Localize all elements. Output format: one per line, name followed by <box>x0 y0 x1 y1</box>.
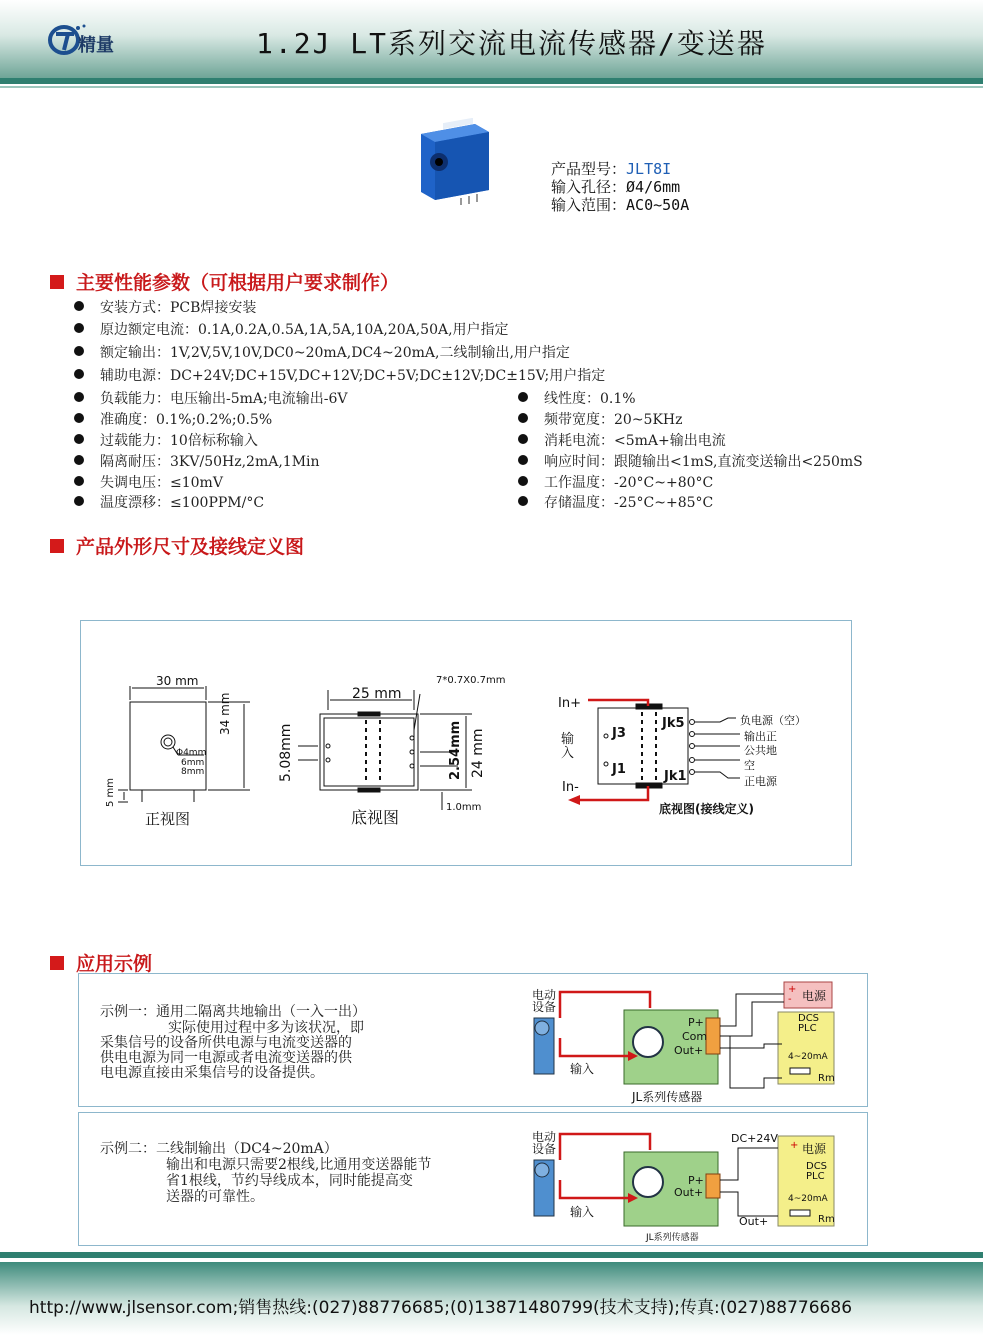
header-divider <box>0 78 983 84</box>
minus-sign: - <box>788 994 792 1005</box>
example-2-line: 输出和电源只需要2根线,比通用变送器能节 <box>166 1157 432 1173</box>
spec-hole: 输入孔径：Ø4/6mm <box>551 178 681 196</box>
param-item: 失调电压：≤10mV <box>74 472 223 492</box>
front-pin-label: 5 mm <box>105 777 116 807</box>
front-width-label: 30 mm <box>156 674 199 688</box>
product-photo <box>415 118 493 206</box>
example-1-line: 电电源直接由采集信号的设备提供。 <box>100 1065 324 1081</box>
jk1-label: Jk1 <box>664 769 687 784</box>
device-label: 电动 <box>532 988 557 1002</box>
example-2-line: 省1根线，节约导线成本，同时能提高变 <box>166 1173 413 1189</box>
plc-label: DCS <box>798 1013 820 1024</box>
device-label: 设备 <box>532 1142 557 1156</box>
footer-divider <box>0 1252 983 1258</box>
in-plus-label: In+ <box>558 696 581 711</box>
param-item: 安装方式：PCB焊接安装 <box>74 297 256 317</box>
jk5-label: Jk5 <box>662 716 685 731</box>
pin-def: 空 <box>744 759 755 772</box>
input-label: 输入 <box>570 1062 595 1076</box>
param-item: 原边额定电流：0.1A,0.2A,0.5A,1A,5A,10A,20A,50A,用户指定 <box>74 319 509 339</box>
example-2-wiring <box>520 1120 840 1242</box>
param-item: 额定输出：1V,2V,5V,10V,DC0~20mA,DC4~20mA,二线制输出,用户指定 <box>74 342 570 362</box>
model-value: JLT8I <box>626 160 672 178</box>
example-1-line: 示例一：通用二隔离共地输出（一入一出） <box>100 1004 366 1020</box>
plc-label: DCS <box>806 1161 828 1172</box>
section-heading-application: 应用示例 <box>50 949 152 976</box>
bottom-width-label: 25 mm <box>352 686 402 702</box>
rm-label: Rm <box>818 1073 835 1084</box>
param-item: 负载能力：电压输出-5mA;电流输出-6V <box>74 388 348 408</box>
hole-value: Ø4/6mm <box>626 178 681 196</box>
terminal-label: Out+ <box>674 1186 704 1199</box>
plc-label: PLC <box>798 1023 817 1034</box>
sensor-label: JL系列传感器 <box>646 1233 699 1243</box>
pin-size-label: 7*0.7X0.7mm <box>436 675 506 686</box>
logo-text: 精量 <box>78 35 114 56</box>
bottom-view-caption: 底视图 <box>351 808 400 827</box>
device-label: 设备 <box>532 1000 557 1014</box>
hole-label-3: 8mm <box>181 767 205 777</box>
param-item: 准确度：0.1%;0.2%;0.5% <box>74 409 272 429</box>
dimension-drawing <box>80 620 850 864</box>
dc-label: DC+24V <box>731 1132 778 1145</box>
example-1-line: 供电电源为同一电源或者电流变送器的供 <box>100 1050 352 1066</box>
param-item: 频带宽度：20~5KHz <box>518 409 683 429</box>
pin-def: 负电源（空） <box>740 714 806 727</box>
hole-label-1: Φ4mm <box>176 748 207 758</box>
terminal-label: P+ <box>688 1016 704 1029</box>
j1-label: J1 <box>612 762 626 777</box>
param-item: 辅助电源：DC+24V;DC+15V,DC+12V;DC+5V;DC±12V;DC±15V;用户指定 <box>74 365 605 385</box>
page-title: 1.2J LT系列交流电流传感器/变送器 <box>256 27 767 60</box>
front-height-label: 34 mm <box>218 692 232 735</box>
plc-label: PLC <box>806 1171 825 1182</box>
param-item: 响应时间：跟随输出<1mS,直流变送输出<250mS <box>518 451 863 471</box>
param-item: 温度漂移：≤100PPM/°C <box>74 492 264 512</box>
spacing-label: 5.08mm <box>278 723 294 782</box>
sensor-label: JL系列传感器 <box>632 1090 703 1104</box>
param-item: 线性度：0.1% <box>518 388 636 408</box>
footer-contact: http://www.jlsensor.com;销售热线:(027)88776685;(0)13871480799(技术支持);传真:(027)88776686 <box>29 1298 853 1318</box>
bottom-view <box>298 690 472 810</box>
pin-length-label: 1.0mm <box>446 802 482 813</box>
input-label: 输入 <box>561 732 575 761</box>
example-1-wiring <box>520 978 840 1100</box>
param-item: 消耗电流：<5mA+输出电流 <box>518 430 726 450</box>
range-value: AC0~50A <box>626 196 690 214</box>
front-view-caption: 正视图 <box>145 810 191 828</box>
out-label: Out+ <box>739 1215 769 1228</box>
param-item: 存储温度：-25°C~+85°C <box>518 492 713 512</box>
spec-range: 输入范围：AC0~50A <box>551 196 690 214</box>
spec-model: 产品型号：JLT8I <box>551 160 672 178</box>
plus-sign: + <box>788 984 797 995</box>
pitch-label: 2.54mm <box>448 720 463 780</box>
rm-label: Rm <box>818 1214 835 1225</box>
input-label: 输入 <box>570 1205 595 1219</box>
header-divider-thin <box>0 86 983 88</box>
device-label: 电动 <box>532 1130 557 1144</box>
j3-label: J3 <box>612 726 626 741</box>
terminal-label: Com <box>682 1030 708 1043</box>
power-label: 电源 <box>802 989 827 1003</box>
pin-def: 公共地 <box>744 744 777 757</box>
example-2-line: 送器的可靠性。 <box>166 1189 264 1205</box>
wiring-caption: 底视图(接线定义) <box>659 802 754 816</box>
example-1-line: 实际使用过程中多为该状况，即 <box>168 1020 364 1036</box>
param-item: 过载能力：10倍标称输入 <box>74 430 258 450</box>
section-heading-dimensions: 产品外形尺寸及接线定义图 <box>50 532 304 559</box>
terminal-label: Out+ <box>674 1044 704 1057</box>
pin-def: 正电源 <box>744 775 777 788</box>
plus-sign: + <box>790 1140 799 1151</box>
ma-label: 4~20mA <box>788 1194 828 1204</box>
param-item: 工作温度：-20°C~+80°C <box>518 472 713 492</box>
bottom-height-label: 24 mm <box>470 728 486 778</box>
example-1-line: 采集信号的设备所供电源与电流变送器的 <box>100 1035 352 1051</box>
ma-label: 4~20mA <box>788 1052 828 1062</box>
example-2-line: 示例二：二线制输出（DC4~20mA） <box>100 1141 338 1157</box>
pin-def: 输出正 <box>744 730 777 743</box>
in-minus-label: In- <box>562 780 579 795</box>
terminal-label: P+ <box>688 1174 704 1187</box>
hole-label-2: 6mm <box>181 758 205 768</box>
power-label: 电源 <box>802 1142 827 1156</box>
param-item: 隔离耐压：3KV/50Hz,2mA,1Min <box>74 451 320 471</box>
section-heading-params: 主要性能参数（可根据用户要求制作） <box>50 268 399 295</box>
